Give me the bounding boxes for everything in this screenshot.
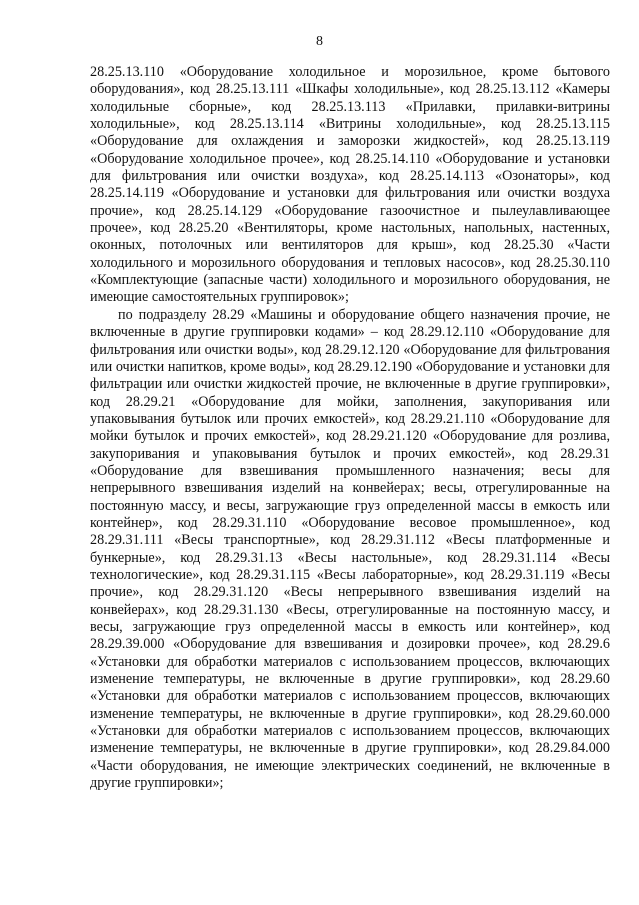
document-body bbox=[90, 64, 610, 792]
paragraph-subsection-28-29: по подразделу 28.29 «Машины и оборудование общего назначения прочие, не включенные в другие группировки кодами» – код 28.29.12.110 «Оборудование для фильтрования или очистки воды», код 28.29.12.120 «Оборудование для фильтрования или очистки напитков, кроме воды», код 28.29.12.190 «Оборудование и установки для фильтрации или очистки жидкостей прочие, не включенные в другие группировки», код 28.29.21 «Оборудование для мойки, заполнения, закупоривания или упаковывания бутылок или прочих емкостей», код 28.29.21.110 «Оборудование для мойки бутылок и прочих емкостей», код 28.29.21.120 «Оборудование для розлива, закупоривания и упаковывания бутылок и прочих емкостей», код 28.29.31 «Оборудование для взвешивания промышленного назначения; весы для непрерывного взвешивания изделий на конвейерах; весы, отрегулированные на постоянную массу, и весы, загружающие груз определенной массы в емкость или контейнер», код 28.29.31.110 «Оборудование весовое промышленное», код 28.29.31.111 «Весы транспортные», код 28.29.31.112 «Весы платформенные и бункерные», код 28.29.31.13 «Весы настольные», код 28.29.31.114 «Весы технологические», код 28.29.31.115 «Весы лабораторные», код 28.29.31.119 «Весы прочие», код 28.29.31.120 «Весы непрерывного взвешивания изделий на конвейерах», код 28.29.31.130 «Весы, отрегулированные на постоянную массу, и весы, загружающие груз определенной массы в емкость или контейнер», код 28.29.39.000 «Оборудование для взвешивания и дозировки прочее», код 28.29.6 «Установки для обработки материалов с использованием процессов, включающих изменение температуры, не включенные в другие группировки», код 28.29.60 «Установки для обработки материалов с использованием процессов, включающих изменение температуры, не включенные в другие группировки», код 28.29.60.000 «Установки для обработки материалов с использованием процессов, включающих изменение температуры, не включенные в другие группировки», код 28.29.84.000 «Части оборудования, не имеющие электрических соединений, не включенные в другие группировки»; bbox=[90, 306, 610, 792]
page-number: 8 bbox=[316, 34, 323, 49]
paragraph-continuation: 28.25.13.110 «Оборудование холодильное и морозильное, кроме бытового оборудования», код 28.25.13.111 «Шкафы холодильные», код 28.25.13.112 «Камеры холодильные сборные», код 28.25.13.113 «Прилавки, прилавки-витрины холодильные», код 28.25.13.114 «Витрины холодильные», код 28.25.13.115 «Оборудование для охлаждения и заморозки жидкостей», код 28.25.13.119 «Оборудование холодильное прочее», код 28.25.14.110 «Оборудование и установки для фильтрования или очистки воздуха», код 28.25.14.113 «Озонаторы», код 28.25.14.119 «Оборудование и установки для фильтрования или очистки воздуха прочие», код 28.25.14.129 «Оборудование газоочистное и пылеулавливающее прочее», код 28.25.20 «Вентиляторы, кроме настольных, напольных, настенных, оконных, потолочных или вентиляторов для крыш», код 28.25.30 «Части холодильного и морозильного оборудования и тепловых насосов», код 28.25.30.110 «Комплектующие (запасные части) холодильного и морозильного оборудования, не имеющие самостоятельных группировок»; bbox=[90, 64, 610, 306]
